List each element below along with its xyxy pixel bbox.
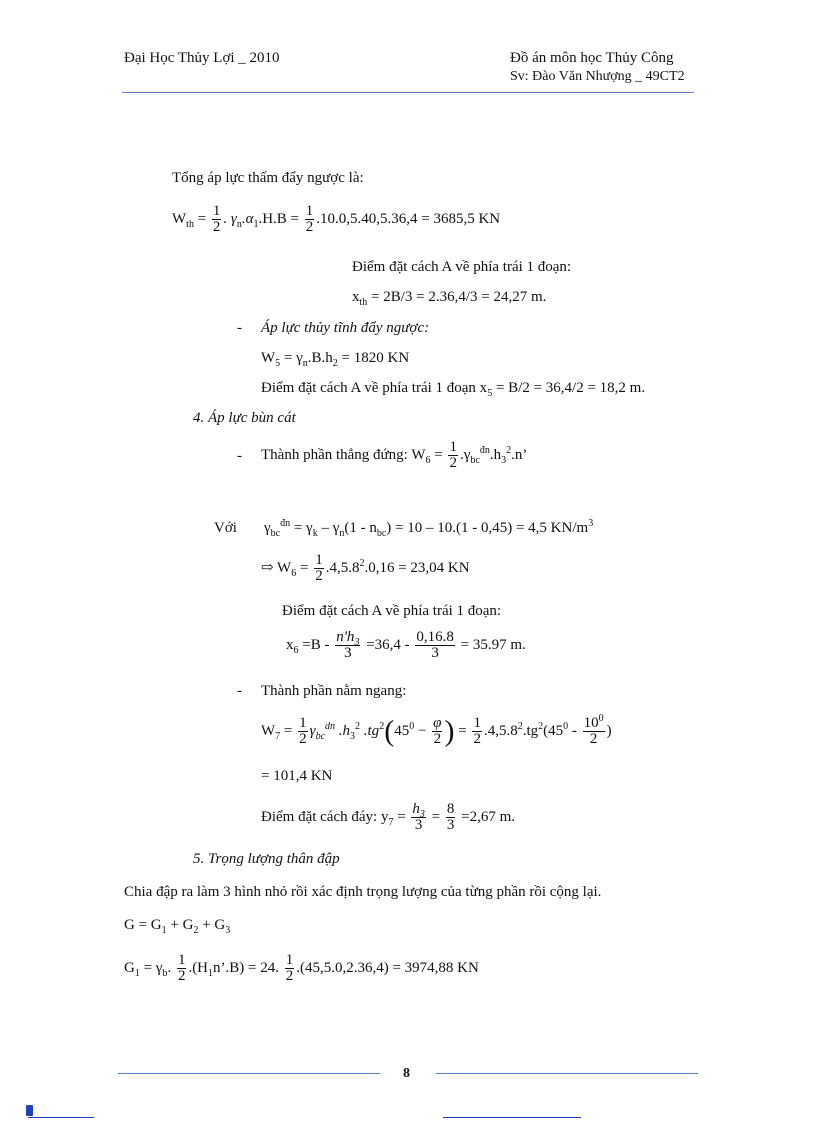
footer-link-right[interactable] [443,1117,581,1118]
voi-label: Với [214,520,237,536]
wth-equation: $W_{th}$ = $\frac{1}{2}$ . $\gamma_n.\alpha_1.H.B$ = $\frac{1}{2}$ .10.0,5.40,5.36,4 = 3685,5 KN [172,203,501,235]
page-number: 8 [403,1066,410,1081]
section-5-heading: 5. Trọng lượng thân đập [193,851,340,867]
w6-point-title: Điểm đặt cách A về phía trái 1 đoạn: [282,603,502,619]
header-left: Đại Học Thủy Lợi _ 2010 [124,50,280,66]
header-right-author: Sv: Đào Văn Nhượng _ 49CT2 [510,69,685,84]
g-sum-equation: $G = G_1 + G_2 + G_3$ [124,917,231,936]
w7-equation: $W_7$ = $\frac{1}{2}$ $\gamma_{bc}^{dn}$ $.h_3^2$ $.tg^2(45^0$ − $\frac{\varphi}{2}$ ) = $\frac{1}{2}$ $.4,5.8^2.tg^2(45^0$ - $\frac{10^0}{2}$ ) [261,713,612,748]
footer-marker-icon [26,1105,33,1116]
header-rule [122,92,694,93]
g1-equation: $G_1 = \gamma_b$. $\frac{1}{2}$ $.(H_1n’.B) = 24$. $\frac{1}{2}$ .(45,5.0,2.36,4) = 3974,88 KN [124,952,479,984]
w6-bullet: - [237,448,242,464]
footer-link-left[interactable] [28,1117,94,1118]
w7-title: Thành phần nằm ngang: [261,683,407,699]
w6-result: ⇨ $W_6$ = $\frac{1}{2}$ $.4,5.8^2.0,16 = 23,04$ KN [261,552,470,584]
header-right-title: Đồ án môn học Thủy Công [510,50,674,66]
w5-bullet: - [237,320,242,336]
total-uplift-title: Tổng áp lực thấm đẩy ngược là: [172,170,364,186]
gamma-bc-equation: $\gamma_{bc}^{đn} = \gamma_k - \gamma_n(1 - n_{bc}) = 10 - 10.(1 - 0,45) = 4,5$ $KN/m^3$ [264,518,594,539]
w7-bullet: - [237,683,242,699]
wth-point-title: Điểm đặt cách A về phía trái 1 đoạn: [352,259,572,275]
w5-point: Điểm đặt cách A về phía trái 1 đoạn $x_5 = B/2 = 36,4/2 = 18,2$ m. [261,380,646,399]
w6-equation: Thành phần thẳng đứng: $W_6$ = $\frac{1}{2}$ $.\gamma_{bc}^{đn}.h_3^2.n$’ [261,439,528,471]
footer-rule-right [436,1073,698,1074]
xth-equation: $x_{th} = 2B/3 = 2.36,4/3 = 24,27$ m. [352,289,547,308]
w5-equation: $W_5 = \gamma_n.B.h_2 = 1820$ KN [261,350,410,369]
chia-paragraph: Chia đập ra làm 3 hình nhỏ rồi xác định trọng lượng của từng phần rồi cộng lại. [124,884,602,900]
y7-equation: Điểm đặt cách đáy: $y_7$ = $\frac{h_3}{3}$ = $\frac{8}{3}$ =2,67 m. [261,801,516,833]
section-4-heading: 4. Áp lực bùn cát [193,410,296,426]
w5-title: Áp lực thủy tĩnh đẩy ngược: [261,320,430,336]
w7-result: = 101,4 KN [261,768,333,784]
implies-arrow-icon: ⇨ [261,559,274,576]
x6-equation: $x_6 =B$ - $\frac{n'h_3}{3}$ =36,4 - $\frac{0,16.8}{3}$ = 35.97 m. [286,629,526,661]
footer-rule-left [118,1073,380,1074]
